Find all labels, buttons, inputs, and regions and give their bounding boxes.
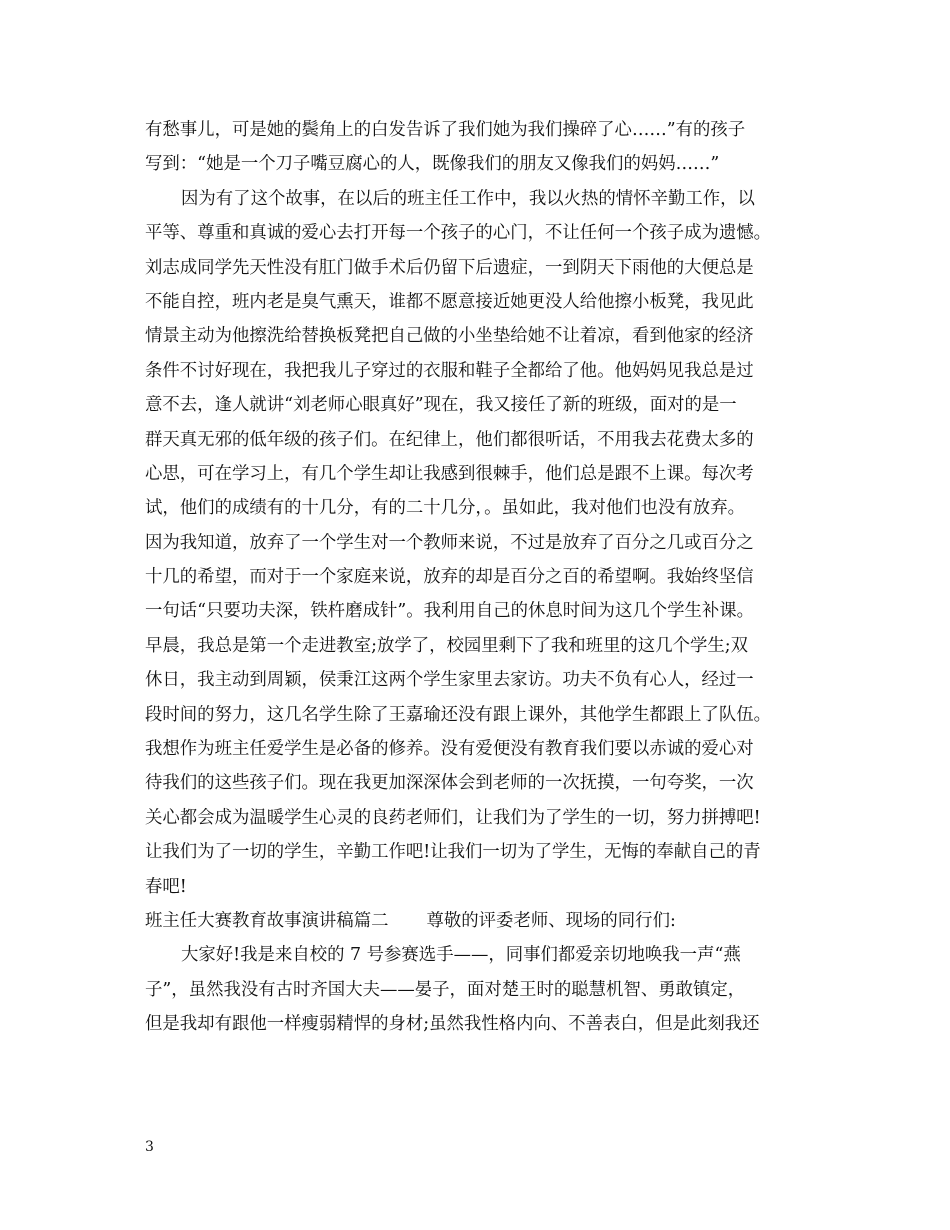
text-line: 子”，虽然我没有古时齐国大夫——晏子，面对楚王时的聪慧机智、勇敢镇定， [145, 979, 746, 1000]
text-line: 刘志成同学先天性没有肛门做手术后仍留下后遗症，一到阴天下雨他的大便总是 [145, 257, 754, 278]
text-line: 待我们的这些孩子们。现在我更加深深体会到老师的一次抚摸，一句夸奖，一次 [145, 773, 754, 794]
text-line: 早晨，我总是第一个走进教室;放学了，校园里剩下了我和班里的这几个学生;双 [145, 635, 749, 656]
text-line: 意不去，逢人就讲“刘老师心眼真好”现在，我又接任了新的班级，面对的是一 [145, 395, 737, 416]
paragraph-start-line: 因为有了这个故事，在以后的班主任工作中，我以火热的情怀辛勤工作，以 [181, 188, 755, 209]
text-line: 让我们为了一切的学生，辛勤工作吧!让我们一切为了学生，无悔的奉献自己的青 [145, 842, 761, 863]
text-line: 段时间的努力，这几名学生除了王嘉瑜还没有跟上课外，其他学生都跟上了队伍。 [145, 704, 772, 725]
section-heading-line [145, 904, 815, 938]
text-line: 群天真无邪的低年级的孩子们。在纪律上，他们都很听话，不用我去花费太多的 [145, 429, 754, 450]
text-line: 十几的希望，而对于一个家庭来说，放弃的却是百分之百的希望啊。我始终坚信 [145, 567, 754, 588]
text-line: 一句话“只要功夫深，铁杵磨成针”。我利用自己的休息时间为这几个学生补课。 [145, 601, 755, 622]
text-line: 写到：“她是一个刀子嘴豆腐心的人，既像我们的朋友又像我们的妈妈……” [145, 154, 720, 175]
section-title: 班主任大赛教育故事演讲稿篇二 [145, 910, 389, 931]
text-line: 我想作为班主任爱学生是必备的修养。没有爱便没有教育我们要以赤诚的爱心对 [145, 739, 754, 760]
text-line: 心思，可在学习上，有几个学生却让我感到很棘手，他们总是跟不上课。每次考 [145, 463, 754, 484]
page-number: 3 [145, 1139, 154, 1155]
text-line: 休日，我主动到周颖，侯秉江这两个学生家里去家访。功夫不负有心人，经过一 [145, 670, 754, 691]
text-line: 试，他们的成绩有的十几分，有的二十几分，。虽如此，我对他们也没有放弃。 [145, 498, 745, 519]
greeting: 尊敬的评委老师、现场的同行们: [426, 910, 676, 931]
paragraph-start-line: 大家好!我是来自校的 7 号参赛选手——，同事们都爱亲切地唤我一声“燕 [181, 945, 741, 966]
body-text [145, 113, 815, 1042]
text-line: 春吧! [145, 876, 187, 897]
text-line: 有愁事儿，可是她的鬓角上的白发告诉了我们她为我们操碎了心……”有的孩子 [145, 120, 746, 140]
text-line: 条件不讨好现在，我把我儿子穿过的衣服和鞋子全都给了他。他妈妈见我总是过 [145, 360, 754, 381]
text-line: 但是我却有跟他一样瘦弱精悍的身材;虽然我性格内向、不善表白，但是此刻我还 [145, 1014, 760, 1035]
text-line: 不能自控，班内老是臭气熏天，谁都不愿意接近她更没人给他擦小板凳，我见此 [145, 291, 754, 312]
text-line: 因为我知道，放弃了一个学生对一个教师来说，不过是放弃了百分之几或百分之 [145, 532, 754, 553]
text-line: 平等、尊重和真诚的爱心去打开每一个孩子的心门，不让任何一个孩子成为遗憾。 [145, 223, 772, 244]
text-line: 情景主动为他擦洗给替换板凳把自己做的小坐垫给她不让着凉，看到他家的经济 [145, 326, 754, 347]
text-line: 关心都会成为温暖学生心灵的良药老师们，让我们为了学生的一切，努力拼搏吧! [145, 807, 761, 828]
